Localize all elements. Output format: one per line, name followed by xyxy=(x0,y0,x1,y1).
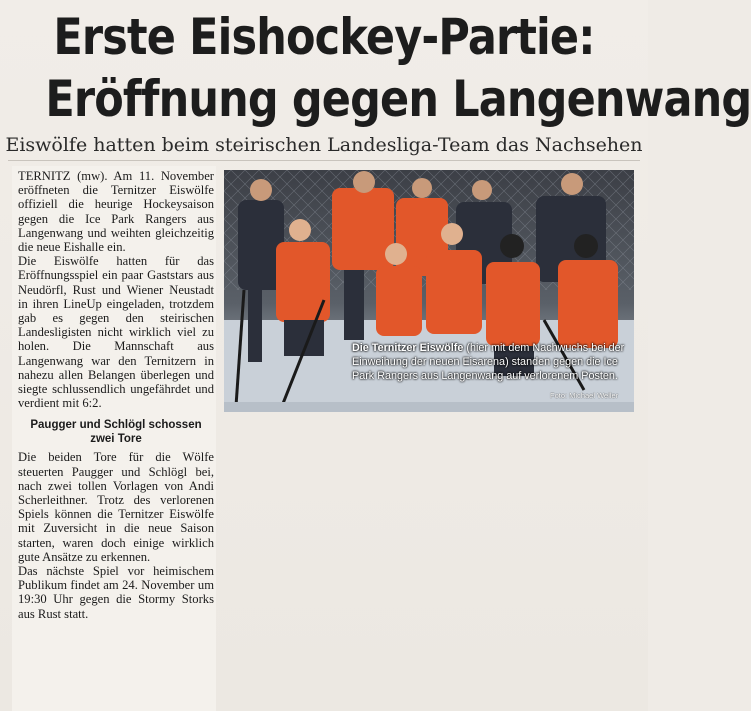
article-paragraph-3: Die beiden Tore für die Wölfe steuerten Paugger und Schlögl bei, nach zwei tollen Vorlagen von Andi Scherleithner. Trotz des verlorenen Spiels können die Ternitzer Eiswölfe mit Zuversicht in die neue Saison starten, waren doch einige wirklich gute Ansätze zu erkennen. xyxy=(18,450,214,564)
subheadline: Eiswölfe hatten beim steirischen Landesliga-Team das Nachsehen xyxy=(5,134,643,156)
article-paragraph-1: TERNITZ (mw). Am 11. November eröffneten die Ternitzer Eiswölfe offiziell die heurige Hockeysaison gegen die Ice Park Rangers aus Langenwang und weihten gleichzeitig die neue Eishalle ein. xyxy=(18,169,214,255)
headline-line-1: Erste Eishockey-Partie: xyxy=(53,8,595,66)
article-paragraph-4: Das nächste Spiel vor heimischem Publikum findet am 24. November um 19:30 Uhr gegen die Stormy Storks aus Rust statt. xyxy=(18,564,214,621)
article-paragraph-2: Die Eiswölfe hatten für das Eröffnungsspiel ein paar Gaststars aus Neudörfl, Rust und Wiener Neustadt in ihren LineUp eingeladen, trotzdem gab es gegen den steirischen Landesligisten nicht wirklich viel zu holen. Die Mannschaft aus Langenwang war den Ternitzern in nahezu allen Belangen überlegen und siegte schlussendlich ungefährdet und verdient mit 6:2. xyxy=(18,254,214,411)
photo-caption xyxy=(352,341,630,383)
headline-line-2: Eröffnung gegen Langenwang xyxy=(45,70,751,128)
photo-credit: Foto: Michael Weller xyxy=(550,391,619,400)
photo-caption-bold: Die Ternitzer Eiswölfe xyxy=(352,342,464,354)
photo-caption-text: (hier mit dem Nachwuchs bei der Einweihung der neuen Eisarena) standen gegen die Ice Park Rangers aus Langenwang auf verlorenem Posten. xyxy=(352,342,625,382)
article-column xyxy=(12,166,216,711)
article-subhead: Paugger und Schlögl schossen zwei Tore xyxy=(30,419,202,446)
header-divider xyxy=(8,160,640,161)
